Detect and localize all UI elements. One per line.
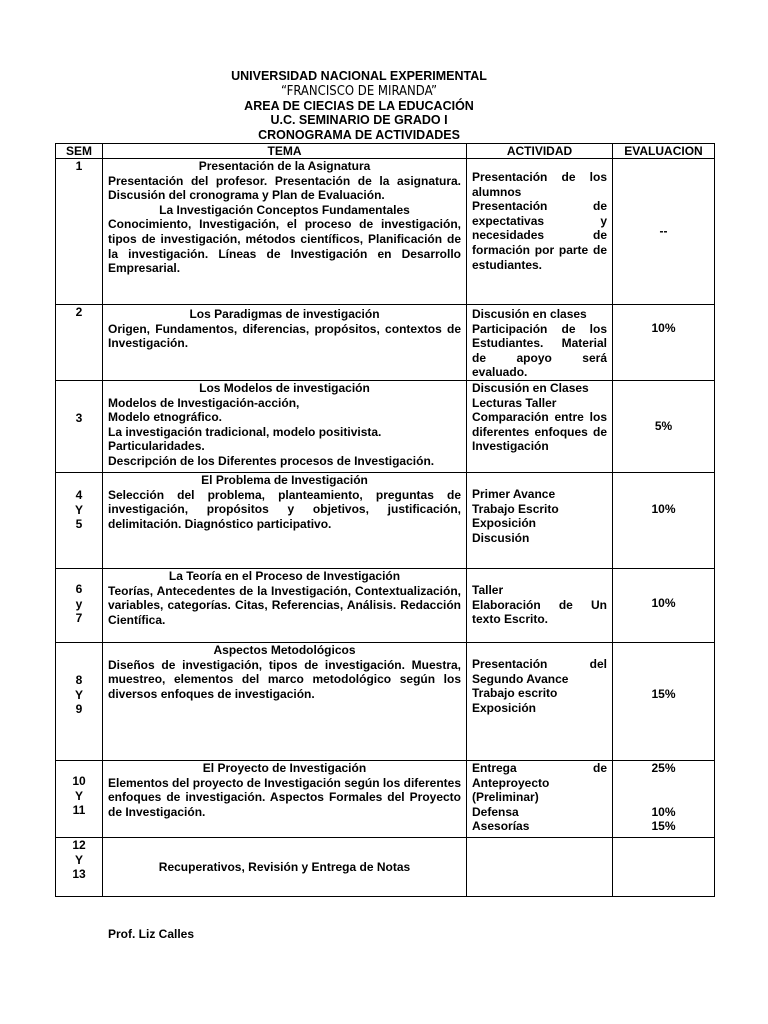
tema-title: La Investigación Conceptos Fundamentales [159,202,410,217]
tema-title: Los Paradigmas de investigación [189,307,380,321]
tema-body: Conocimiento, Investigación, el proceso de investigación, tipos de investigación, métodos científicos, Planificación de la investigación. Líneas de Investigación en Desarrollo Empresarial. [108,217,461,276]
actividad-cell [467,837,613,896]
sem-cell: 3 [56,380,103,472]
tema-cell [103,760,467,837]
actividad-cell: Primer Avance Trabajo Escrito Exposición Discusión [467,472,613,568]
table-row [56,305,715,381]
table-row [56,472,715,568]
table-row [56,380,715,472]
sem-cell: 4 Y 5 [56,472,103,568]
tema-body: Diseños de investigación, tipos de investigación. Muestra, muestreo, elementos del marco metodológico según los diversos enfoques de investigación. [108,657,461,701]
tema-body: Teorías, Antecedentes de la Investigación, Contextualización, variables, categorías. Citas, Referencias, Análisis. Redacción Científica. [108,583,461,627]
evaluacion-cell: 10% [613,568,715,642]
tema-cell [103,472,467,568]
tema-title: Presentación de la Asignatura [198,159,371,173]
actividad-cell: Entrega de Anteproyecto (Preliminar) Defensa Asesorías [467,760,613,837]
col-header-tema: TEMA [103,144,467,159]
table-header-row [56,144,715,159]
evaluacion-cell: 25% 10% 15% [613,760,715,837]
tema-body: Elementos del proyecto de Investigación según los diferentes enfoques de investigación. Aspectos Formales del Proyecto de Investigación. [108,775,461,819]
col-header-sem: SEM [56,144,103,159]
tema-body: Selección del problema, planteamiento, preguntas de investigación, propósitos y objetivos, justificación, delimitación. Diagnóstico participativo. [108,487,461,531]
actividad-cell: Presentación del Segundo Avance Trabajo escrito Exposición [467,642,613,760]
evaluacion-cell: 10% [613,305,715,381]
university-subname: “FRANCISCO DE MIRANDA” [280,84,438,99]
table-row [56,760,715,837]
tema-cell [103,837,467,896]
actividad-cell: Discusión en Clases Lecturas Taller Comparación entre los diferentes enfoques de Investigación [467,380,613,472]
tema-title: Aspectos Metodológicos [213,642,356,657]
tema-cell [103,642,467,760]
university-name: UNIVERSIDAD NACIONAL EXPERIMENTAL [231,69,487,83]
col-header-evaluacion: EVALUACION [613,144,715,159]
evaluacion-cell: -- [613,159,715,305]
tema-cell: Los Modelos de investigación Modelos de Investigación-acción, Modelo etnográfico. La investigación tradicional, modelo positivista. Particularidades. Descripción de los Diferentes procesos de Investigación. [103,380,467,472]
tema-cell [103,568,467,642]
actividad-cell: Discusión en clases Participación de los Estudiantes. Material de apoyo será evaluado. [467,305,613,381]
tema-cell [103,305,467,381]
area-name: AREA DE CIECIAS DE LA EDUCACIÓN [244,99,474,113]
tema-title: El Problema de Investigación [201,472,368,487]
tema-title: Recuperativos, Revisión y Entrega de Notas [158,859,411,874]
professor-signature: Prof. Liz Calles [108,927,195,941]
table-row [56,568,715,642]
tema-body: Origen, Fundamentos, diferencias, propósitos, contextos de Investigación. [108,321,461,351]
tema-body: Presentación del profesor. Presentación de la asignatura. Discusión del cronograma y Plan de Evaluación. [108,173,461,203]
document-title: CRONOGRAMA DE ACTIVIDADES [258,128,460,142]
evaluacion-cell: 10% [613,472,715,568]
table-row [56,642,715,760]
table-row [56,159,715,305]
tema-title: La Teoría en el Proceso de Investigación [168,568,401,583]
actividad-cell: Taller Elaboración de Un texto Escrito. [467,568,613,642]
schedule-table [55,143,715,897]
actividad-cell: Presentación de los alumnos Presentación de expectativas y necesidades de formación por parte de estudiantes. [467,159,613,305]
evaluacion-cell [613,837,715,896]
sem-cell: 10 Y 11 [56,760,103,837]
evaluacion-cell: 15% [613,642,715,760]
sem-cell: 8 Y 9 [56,642,103,760]
tema-cell [103,159,467,305]
col-header-actividad: ACTIVIDAD [467,144,613,159]
tema-title: Los Modelos de investigación [199,380,370,395]
sem-cell: 2 [56,305,103,381]
sem-cell: 12 Y 13 [56,837,103,896]
sem-cell: 1 [56,159,103,305]
sem-cell: 6 y 7 [56,568,103,642]
evaluacion-cell: 5% [613,380,715,472]
tema-title: El Proyecto de Investigación [202,760,367,775]
table-row [56,837,715,896]
course-name: U.C. SEMINARIO DE GRADO I [270,113,448,127]
